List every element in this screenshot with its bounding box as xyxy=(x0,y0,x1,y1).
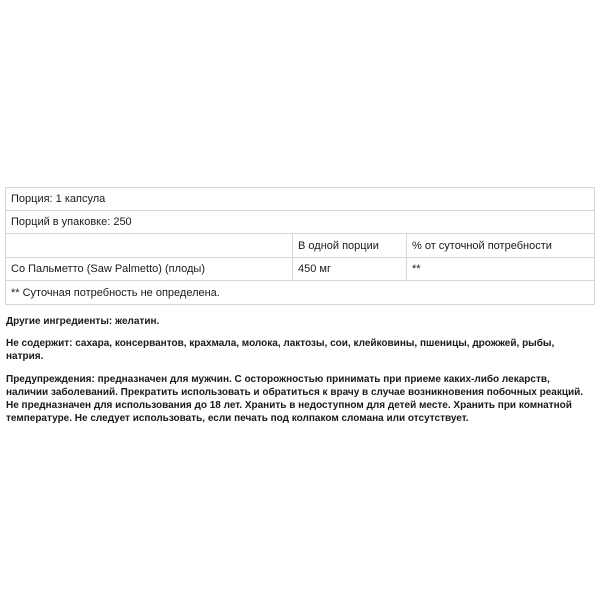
ingredient-daily-value: ** xyxy=(407,258,595,281)
other-ingredients-label: Другие ингредиенты: xyxy=(6,316,113,327)
free-of-text: сахара, консервантов, крахмала, молока, лактозы, сои, клейковины, пшеницы, дрожжей, рыбы, натрия. xyxy=(6,338,555,362)
warnings xyxy=(6,373,592,425)
footnote-row xyxy=(6,281,595,305)
ingredient-amount: 450 мг xyxy=(293,258,407,281)
other-ingredients-text: желатин. xyxy=(112,316,160,327)
footnote: ** Суточная потребность не определена. xyxy=(6,281,595,305)
product-notes xyxy=(6,315,592,436)
header-empty-cell xyxy=(6,234,293,258)
other-ingredients xyxy=(6,315,592,328)
serving-size: Порция: 1 капсула xyxy=(6,188,595,211)
table-header-row xyxy=(6,234,595,258)
warnings-label: Предупреждения: xyxy=(6,374,95,385)
table-row xyxy=(6,258,595,281)
serving-size-row xyxy=(6,188,595,211)
warnings-text: предназначен для мужчин. С осторожностью принимать при приеме каких-либо лекарств, наличии заболеваний. Прекратить использовать и обратиться к врачу в случае возникновения побочных реакций. Не предназначен для использования до 18 лет. Хранить в недоступном для детей месте. Хранить при комнатной температуре. Не следует использовать, если печать под колпаком сломана или отсутствует. xyxy=(6,374,584,424)
free-of xyxy=(6,337,592,363)
header-daily-value: % от суточной потребности xyxy=(407,234,595,258)
header-amount: В одной порции xyxy=(293,234,407,258)
servings-per-container-row xyxy=(6,211,595,234)
supplement-facts-table xyxy=(5,187,595,305)
free-of-label: Не содержит: xyxy=(6,338,73,349)
ingredient-name: Со Пальметто (Saw Palmetto) (плоды) xyxy=(6,258,293,281)
servings-per-container: Порций в упаковке: 250 xyxy=(6,211,595,234)
